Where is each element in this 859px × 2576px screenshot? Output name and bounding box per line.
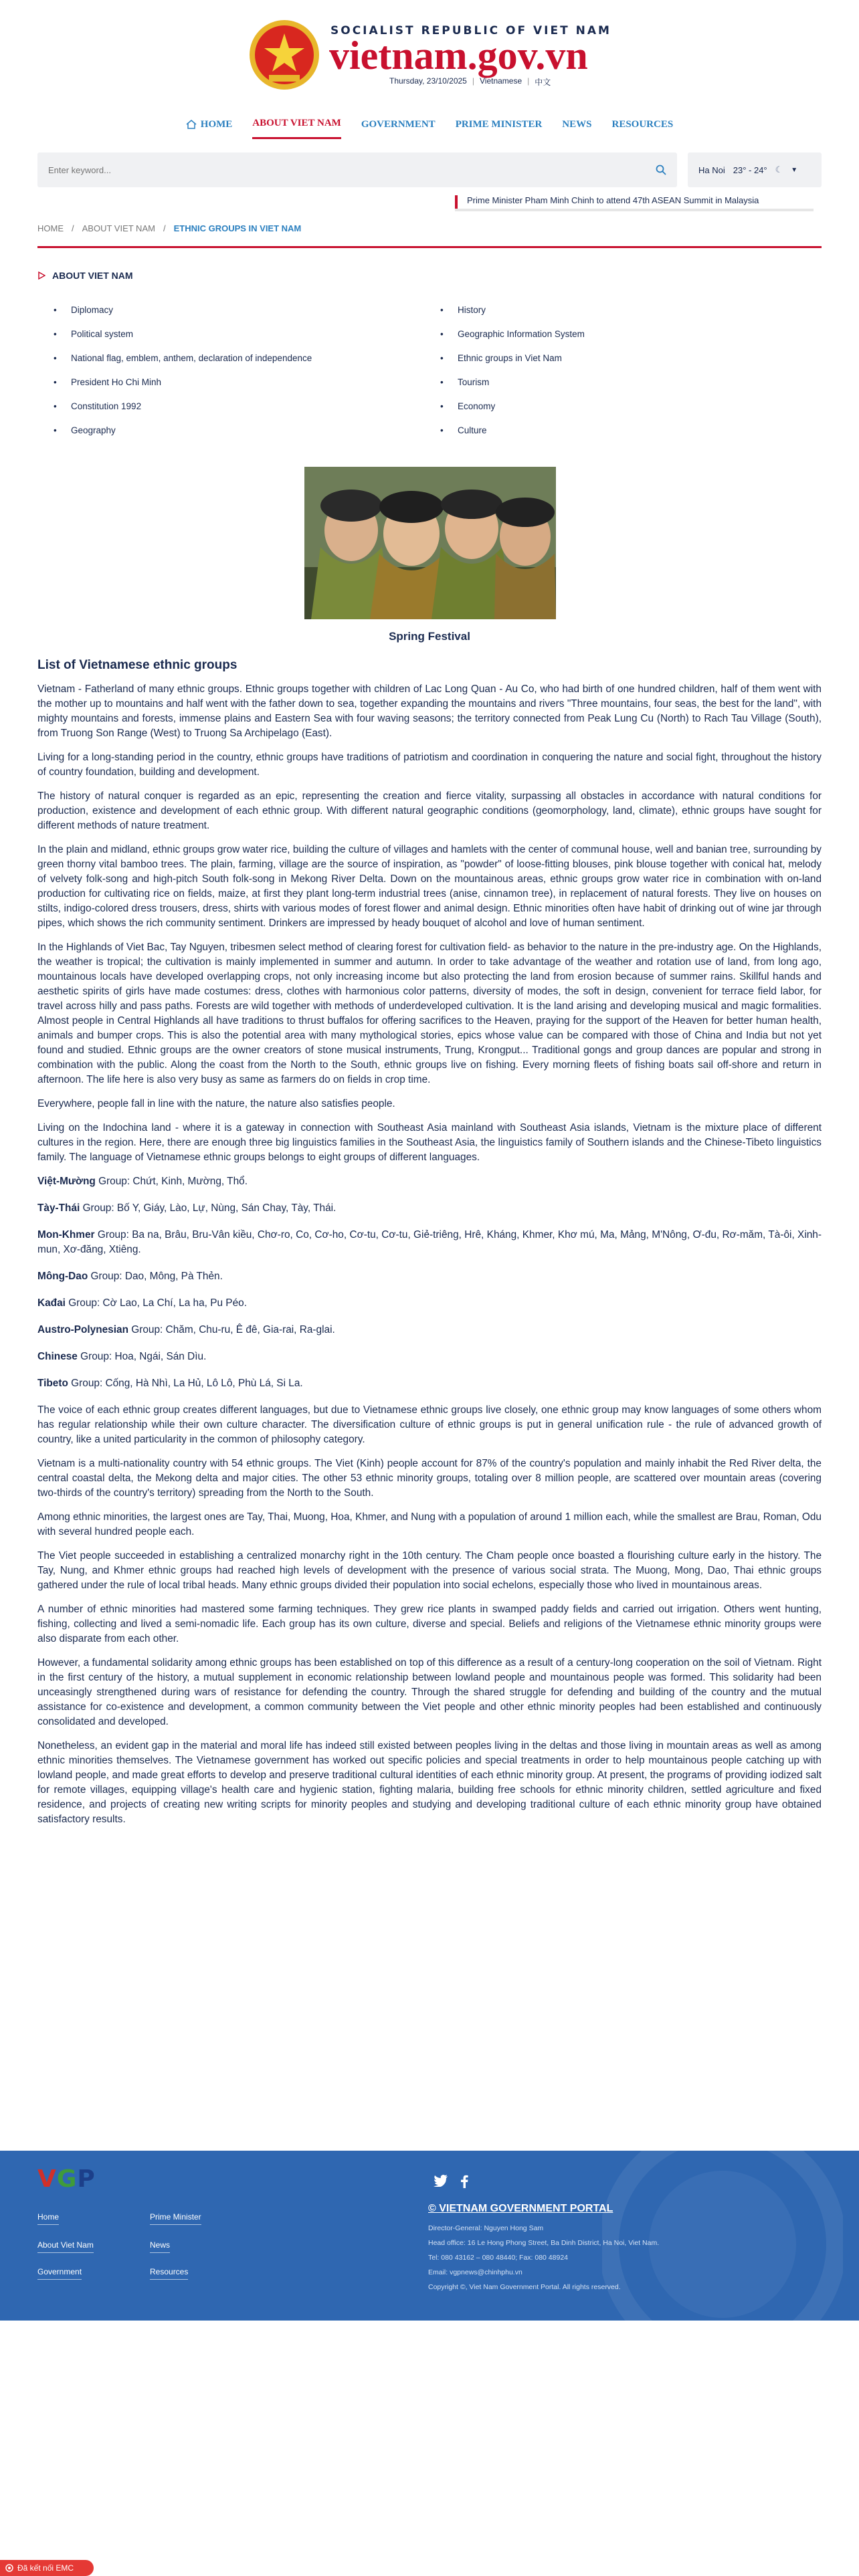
article-paragraph: Among ethnic minorities, the largest ones are Tay, Thai, Muong, Hoa, Khmer, and Nung with a population of around 1 million each, while the smallest are Brau, Roman, Odu with several hundred people each. (37, 1511, 822, 1537)
article-paragraph: The Viet people succeeded in establishing a centralized monarchy right in the 10th century. The Cham people once boasted a flourishing culture early in the history. The Tay, Nung, and Khmer ethnic groups had reached high levels of development with the presence of various social strata. The Muong, Mong, Dao, Thai ethnic groups gathered under the rule of local tribal heads. Many ethnic groups divided their population into social echelons, especially those who lived in mountainous areas. (37, 1550, 822, 1591)
footer-email[interactable]: Email: vgpnews@chinhphu.vn (428, 2268, 522, 2276)
breadcrumb-home[interactable]: HOME (37, 223, 64, 233)
chevron-down-icon[interactable]: ▼ (791, 166, 798, 174)
subnav-item[interactable]: • Political system (37, 329, 372, 353)
arrow-right-icon (37, 272, 45, 280)
footer-link-news[interactable]: News (150, 2240, 170, 2253)
language-group (37, 1201, 822, 1216)
connection-icon (5, 2564, 13, 2572)
site-logo-text[interactable]: vietnam.gov.vn (329, 33, 588, 78)
language-group-members: Group: Dao, Mông, Pà Thẻn. (88, 1271, 223, 1282)
weather-temp: 23° - 24° (733, 165, 767, 175)
current-date: Thursday, 23/10/2025 (389, 76, 467, 86)
moon-icon: ☾ (775, 165, 783, 175)
subnav-item[interactable]: • Constitution 1992 (37, 401, 372, 425)
article-paragraph: In the Highlands of Viet Bac, Tay Nguyen, tribesmen select method of clearing forest for cultivation field- as behavior to the nature in the pre-industry age. On the Highlands, the weather is tropical; the cultivation is mainly implemented in summer and autumn. In order to take advantage of the weather and rotation use of land, from long ago, mountainous locals have developed overlapping crops, not only increasing income but also protecting the land from erosion because of summer rains. Skillful hands and aesthetic spirits of girls have made costumes: dress, clothes with harmonious color patterns, diversity of modes, the soft in design, convenient for terrace field labor, for travel across hilly and pass paths. Forests are wild together with methods of underdeveloped cultivation. It is the land arising and developing musical and magic formalities. Almost people in Central Highlands all have traditions to thrust buffalos for offering sacrifices to the Heaven, praying for the support of the Heaven for better human health, animals and bumper crops. This is also the potential area with many mythological stories, epics whose value can be compared with those of China and India but not yet found and studied. Ethnic groups are the owner creators of stone musical instruments, Trung, Krongput... Traditional gongs and group dances are popular and strong in combination with the public. Along the coast from the North to the South, ethnic groups live on fishing. Every morning fleets of fishing boats sail off-shore and return in afternoon. The life here is also very busy as same as farmers do on fields in crop time. (37, 942, 822, 1085)
language-group-name: Tày-Thái (37, 1202, 80, 1214)
nav-prime-minister[interactable]: PRIME MINISTER (455, 118, 543, 130)
lang-vietnamese-link[interactable]: Vietnamese (479, 76, 522, 86)
section-title: ABOUT VIET NAM (52, 270, 133, 281)
article-paragraph: The voice of each ethnic group creates different languages, but due to Vietnamese ethnic groups live closely, one ethnic group may know languages of some others whom has regular relationship while their own culture character. The diversification culture of ethnic groups is put in general unification rule - the rule of advanced growth of country, like a united particularity in the common of philosophy category. (37, 1404, 822, 1445)
article-body (37, 658, 822, 1836)
article-paragraph: Vietnam - Fatherland of many ethnic groups. Ethnic groups together with children of Lac Long Quan - Au Co, who had birth of one hundred children, half of them went with the mother up to mountains and half went with the father down to sea, together expanding the mountains and rivers "Three mountains, four seas, the best for the land", with mighty mountains and forests, immense plains and Eastern Sea with four waving seasons; the territory connected from Peak Lung Cu (North) to Rach Tau Village (South), from Truong Son Range (West) to Truong Sa Archipelago (East). (37, 683, 822, 739)
language-group-members: Group: Chăm, Chu-ru, Ê đê, Gia-rai, Ra-glai. (128, 1324, 335, 1335)
article-paragraph: Everywhere, people fall in line with the nature, the nature also satisfies people. (37, 1098, 395, 1109)
vgp-logo-text: VGP (37, 2165, 96, 2193)
language-group-members: Group: Hoa, Ngái, Sán Dìu. (77, 1351, 207, 1362)
breadcrumb-separator: / (72, 223, 74, 233)
language-group (37, 1296, 822, 1311)
emc-connection-badge[interactable] (0, 2560, 94, 2576)
language-group-members: Group: Cờ Lao, La Chí, La ha, Pu Péo. (65, 1297, 247, 1309)
article-paragraph: However, a fundamental solidarity among ethnic groups has been established on top of this difference as a result of a century-long cooperation on the soil of Vietnam. Right in the first century of the history, a mutual supplement in economic relationship between lowland people and mountainous people was formed. This solidarity had been unceasingly strengthened during wars of resistance for defending the country. Through the shared struggle for defending and building of the country and the mutual assistance for co-existence and development, a common community between the Viet people and other ethnic minority peoples had been established and continuously consolidated and developed. (37, 1657, 822, 1727)
subnav-item[interactable]: • Diplomacy (37, 305, 372, 329)
language-group-name: Mông-Dao (37, 1271, 88, 1282)
breadcrumb (37, 223, 301, 233)
language-group-name: Kađai (37, 1297, 66, 1309)
nav-government[interactable]: GOVERNMENT (361, 118, 436, 130)
language-group (37, 1323, 822, 1337)
footer-social (434, 2175, 468, 2188)
subnav-item[interactable]: • Economy (424, 401, 759, 425)
subnav-item[interactable]: • President Ho Chi Minh (37, 377, 372, 401)
home-icon (186, 120, 197, 129)
search-input[interactable] (48, 165, 656, 175)
search-row (37, 152, 822, 187)
footer-link-prime-minister[interactable]: Prime Minister (150, 2212, 201, 2225)
spring-festival-photo (304, 467, 556, 619)
article-paragraph: Nonetheless, an evident gap in the material and moral life has indeed still existed between peoples living in the deltas and those living in mountain areas as well as among ethnic minorities themselves. The Vietnamese government has worked out specific policies and special treatments in order to help mountainous people catching up with lowland people, and made great efforts to develop and preserve traditional cultural identities of each ethnic minority group. At present, the programs of providing iodized salt for remote villages, equipping village's health care and hygienic station, fighting malaria, building free schools for ethnic minority children, settled agriculture and fixed residence, and projects of creating new writing scripts for minority peoples and studying and developing traditional culture of each ethnic minority group have obtained satisfactory results. (37, 1740, 822, 1825)
article-paragraph: The history of natural conquer is regarded as an epic, representing the creation and fierce vitality, surpassing all obstacles in accordance with natural conditions for production, existence and development of each ethnic group. With different natural geographic conditions (geomorphology, land, climate), ethnic groups have sought for different methods of nature treatment. (37, 790, 822, 831)
footer-director: Director-General: Nguyen Hong Sam (428, 2224, 544, 2232)
language-group (37, 1350, 822, 1364)
weather-widget[interactable] (688, 152, 822, 187)
nav-news[interactable]: NEWS (562, 118, 592, 130)
article-paragraph: A number of ethnic minorities had mastered some farming techniques. They grew rice plants in swamped paddy fields and carried out irrigation. Others went hunting, fishing, collecting and lived a semi-nomadic life. Each group has its own culture, diverse and special. Beliefs and religions of the Vietnamese ethnic minority groups were also disparate from each other. (37, 1604, 822, 1644)
ticker-scrollbar (455, 209, 814, 211)
language-group-name: Austro-Polynesian (37, 1324, 128, 1335)
country-name: SOCIALIST REPUBLIC OF VIET NAM (330, 24, 611, 37)
weather-city: Ha Noi (698, 165, 725, 175)
language-group (37, 1269, 822, 1284)
language-group (37, 1174, 822, 1189)
nav-home[interactable] (186, 118, 233, 139)
breadcrumb-separator: / (163, 223, 166, 233)
subnav-item[interactable]: • Tourism (424, 377, 759, 401)
subnav-item[interactable]: • Geographic Information System (424, 329, 759, 353)
site-header (0, 0, 859, 100)
badge-label: Đã kết nối EMC (17, 2563, 74, 2573)
national-emblem-icon[interactable] (249, 19, 320, 91)
language-group-members: Group: Bố Y, Giáy, Lào, Lự, Nùng, Sán Chay, Tày, Thái. (80, 1202, 337, 1214)
section-heading (37, 270, 133, 281)
article-paragraph: In the plain and midland, ethnic groups grow water rice, building the culture of villages and hamlets with the center of communal house, well and banian tree, surrounding by green thorny vital bamboo trees. The plain, farming, village are the source of inspiration, as "powder" of loose-fitting blouses, pink blouse together with conical hat, melody of velvety folk-song and high-pitch South folk-song in Mekong River Delta. Down on the mountainous areas, ethnic groups grow water rice in combination with on-land production for cultivating rice on fields, maize, at first they plant long-term industrial trees (anise, cinnamon tree), in replacement of natural forests. They live on houses on stilts, indigo-colored dress trousers, dress, shirts with various modes of forest flower and animal design. Ethnic minorities often have habit of drinking out of wine jar through pipes, which shows the rich community sentiment. Drinkers are impressed by heady bouquet of alcohol and love of human sentiment. (37, 844, 822, 929)
footer-link-about[interactable]: About Viet Nam (37, 2240, 94, 2253)
subnav-item[interactable]: • Culture (424, 425, 759, 449)
photo-caption: Spring Festival (389, 630, 470, 643)
language-group-members: Group: Chứt, Kinh, Mường, Thổ. (95, 1176, 248, 1187)
header-meta (389, 76, 551, 88)
twitter-icon[interactable] (434, 2175, 448, 2187)
language-group-name: Tibeto (37, 1378, 68, 1389)
footer-phone: Tel: 080 43162 – 080 48440; Fax: 080 48924 (428, 2254, 569, 2262)
main-nav (0, 118, 859, 139)
site-footer (0, 2151, 859, 2321)
article-paragraph: Vietnam is a multi-nationality country with 54 ethnic groups. The Viet (Kinh) people account for 87% of the country's population and mainly inhabit the Red River delta, the central coastal delta, the Mekong delta and major cities. The other 53 ethnic minority groups, totaling over 8 million people, are scattered over mountain areas (covering two-thirds of the country's territory) spreading from the North to the South. (37, 1458, 822, 1499)
footer-link-government[interactable]: Government (37, 2267, 82, 2280)
news-ticker[interactable]: Prime Minister Pham Minh Chinh to attend 47th ASEAN Summit in Malaysia (455, 195, 819, 209)
search-icon[interactable] (656, 165, 666, 175)
subnav-item[interactable]: • History (424, 305, 759, 329)
subnav-right (424, 305, 759, 449)
footer-link-home[interactable]: Home (37, 2212, 59, 2225)
footer-copyright: Copyright ©, Viet Nam Government Portal. All rights reserved. (428, 2283, 621, 2291)
search-box (37, 152, 677, 187)
article-paragraph: Living on the Indochina land - where it is a gateway in connection with Southeast Asia mainland with Southeast Asia islands, Vietnam is the mixture place of different cultures in the region. Here, there are enough three big linguistics families in the Southeast Asia, the linguistics family of Southern islands and the Chinese-Tibeto linguistics family. The language of Vietnamese ethnic groups belongs to eight groups of different languages. (37, 1122, 822, 1163)
language-group (37, 1376, 822, 1391)
subnav-item[interactable]: • Ethnic groups in Viet Nam (424, 353, 759, 377)
language-group-members: Group: Cống, Hà Nhì, La Hủ, Lô Lô, Phù Lá, Si La. (68, 1378, 303, 1389)
language-group (37, 1228, 822, 1257)
breadcrumb-current[interactable]: ETHNIC GROUPS IN VIET NAM (173, 223, 302, 233)
subnav-item[interactable]: • National flag, emblem, anthem, declaration of independence (37, 353, 372, 377)
nav-about[interactable]: ABOUT VIET NAM (252, 118, 341, 139)
language-group-name: Chinese (37, 1351, 78, 1362)
footer-address: Head office: 16 Le Hong Phong Street, Ba Dinh District, Ha Noi, Viet Nam. (428, 2239, 660, 2247)
language-group-members: Group: Ba na, Brâu, Bru-Vân kiều, Chơ-ro, Co, Cơ-ho, Cơ-tu, Cơ-tu, Giẻ-triêng, Hrê, Kháng, Khmer, Khơ mú, Ma, Mảng, M'Nông, Ơ-đu, Rơ-măm, Tà-ôi, Xinh-mun, Xơ-đăng, Xtiêng. (37, 1229, 822, 1255)
article-title: List of Vietnamese ethnic groups (37, 658, 237, 672)
nav-resources[interactable]: RESOURCES (611, 118, 674, 130)
nav-home-label: HOME (200, 118, 233, 130)
subnav-left (37, 305, 372, 449)
article-paragraph: Living for a long-standing period in the country, ethnic groups have traditions of patriotism and coordination in conquering the nature and social fight, throughout the history of country foundation, building and development. (37, 752, 822, 778)
footer-link-resources[interactable]: Resources (150, 2267, 188, 2280)
language-group-name: Việt-Mường (37, 1176, 96, 1187)
subnav-item[interactable]: • Geography (37, 425, 372, 449)
lang-chinese-link[interactable]: 中文 (535, 78, 551, 87)
separator: | (527, 76, 530, 86)
separator: | (472, 76, 474, 86)
portal-title[interactable]: © VIETNAM GOVERNMENT PORTAL (428, 2203, 613, 2214)
vgp-logo[interactable] (37, 2165, 96, 2193)
language-group-name: Mon-Khmer (37, 1229, 95, 1241)
facebook-icon[interactable] (460, 2175, 468, 2188)
footer-watermark-emblem (602, 2151, 843, 2321)
breadcrumb-about[interactable]: ABOUT VIET NAM (82, 223, 155, 233)
breadcrumb-divider (37, 246, 822, 248)
